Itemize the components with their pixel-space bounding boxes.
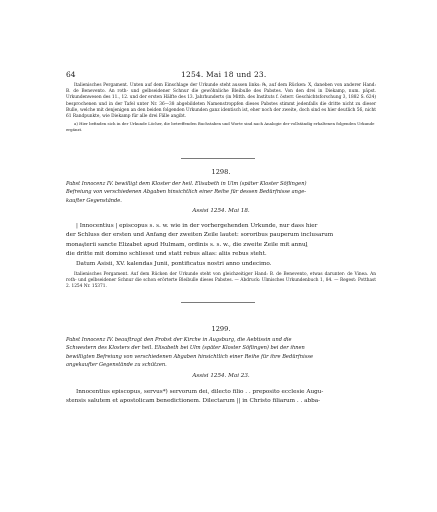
body-line: Innocentius episcopus, servus*) servorum dei, dilecto filio . . preposito ecclesie Augu- bbox=[76, 389, 324, 395]
intro-note bbox=[66, 83, 376, 132]
body-line: die dritte mit domino schliesst und statt rebus alias: aliis rebus steht. bbox=[66, 251, 267, 258]
date-1298: Assisi 1254. Mai 18. bbox=[192, 208, 250, 214]
regest-line: kaufter Gegenstände. bbox=[66, 197, 122, 204]
running-title: 1254. Mai 18 und 23. bbox=[181, 70, 267, 79]
document-number-1298: 1298. bbox=[211, 168, 231, 176]
regest-line: Schwestern des Klosters der heil. Elisabeth bei Ulm (später Kloster Söflingen) bei der ihnen bbox=[66, 345, 305, 352]
section-divider bbox=[181, 302, 255, 303]
body-line: der Schluss der ersten und Anfang der zweiten Zeile lautet: sororibus pauperum inclusarum bbox=[66, 232, 334, 239]
intro-footnote: a) Hier befinden sich in der Urkunde Löcher, die betreffenden Buchstaben und Worte sind nach Analogie der vollständig erhaltenen folgenden Urkunde ergänzt. bbox=[66, 121, 375, 132]
page-number: 64 bbox=[66, 70, 76, 79]
body-1298 bbox=[66, 222, 376, 269]
regest-1299 bbox=[66, 336, 376, 369]
section-divider bbox=[181, 158, 255, 159]
regest-line: Pabst Innocenz IV. bewilligt dem Kloster der heil. Elisabeth in Ulm (später Kloster Söflingen) bbox=[66, 181, 307, 187]
intro-note-text: Italienisches Pergament. Unten auf dem Einschlage der Urkunde steht aussen links: ℞, auf dem Rücken: X, daneben von anderer Hand: B. de Benevento. An roth- und gelbseidener Schnur die gewöhnliche Bleibulle des Pabstes. Von den drei in Diekamp, num. päpst. Urkundenwesen des 11., 12. und der ersten Hälfte des 13. Jahrhunderts (in Mitth. des Instituts f. österr. Geschichtsforschung 3, 1882 S. 624) besprochenen und in der Tafel unter Nr. 36—38 abgebildeten Namenstroppfen dieses Pabstes stimmt jedenfalls die dritte nicht zu dieser Bulle, welche mit denjenigen an den beiden folgenden Urkunden ganz identisch ist, eher noch der zweite, doch sind es hier deutlich 56, nicht 61 Randpunkte, wie Diekamp für alle drei Fälle angibt. bbox=[66, 83, 376, 120]
body-line: | Innocentius | episcopus s. s. w. wie in der vorhergehenden Urkunde, nur dass hier bbox=[76, 223, 318, 229]
regest-line: bewilligten Befreiung von verschiedenen Abgaben hinsichtlich einer Reihe für ihre Bedürfnisse bbox=[66, 353, 313, 360]
regest-1298 bbox=[66, 180, 376, 205]
regest-line: Befreiung von verschiedenen Abgaben hinsichtlich einer Reihe für dessen Bedürfnisse ange- bbox=[66, 189, 306, 196]
body-1299 bbox=[66, 388, 376, 407]
note-text: Italienisches Pergament. Auf dem Rücken der Urkunde steht von gleichzeitiger Hand: B. de Benevento, etwas darunter: de Vinea. An roth- und gelbseidener Schnur die schon erörterte Bleibulle dieses Pabstes. — Abdruck: Ulmisches Urkundenbuch 1, 84. — Regest: Potthast 2. 1254 Nr. 15371. bbox=[66, 272, 376, 290]
regest-line: Pabst Innocenz IV. beauftragt den Probst der Kirche in Augsburg, die Aebtissin und die bbox=[66, 337, 292, 343]
note-1298 bbox=[66, 272, 376, 291]
body-line: monaᶊterii sancte Elizabet apud Hulmam, ordinis s. s. w., die zweite Zeile mit annuᶅ bbox=[66, 241, 308, 248]
body-line: Datum Asisii, XV. kalendas Junii, pontificatus nostri anno undecimo. bbox=[76, 260, 272, 267]
regest-line: angekaufter Gegenstände zu schützen. bbox=[66, 361, 167, 368]
document-number-1299: 1299. bbox=[211, 325, 231, 333]
body-line: stensis salutem et apostolicam benedictionem. Dilectarum || in Christo filiarum . . abba- bbox=[66, 398, 321, 405]
date-1299: Assisi 1254. Mai 23. bbox=[192, 373, 250, 379]
